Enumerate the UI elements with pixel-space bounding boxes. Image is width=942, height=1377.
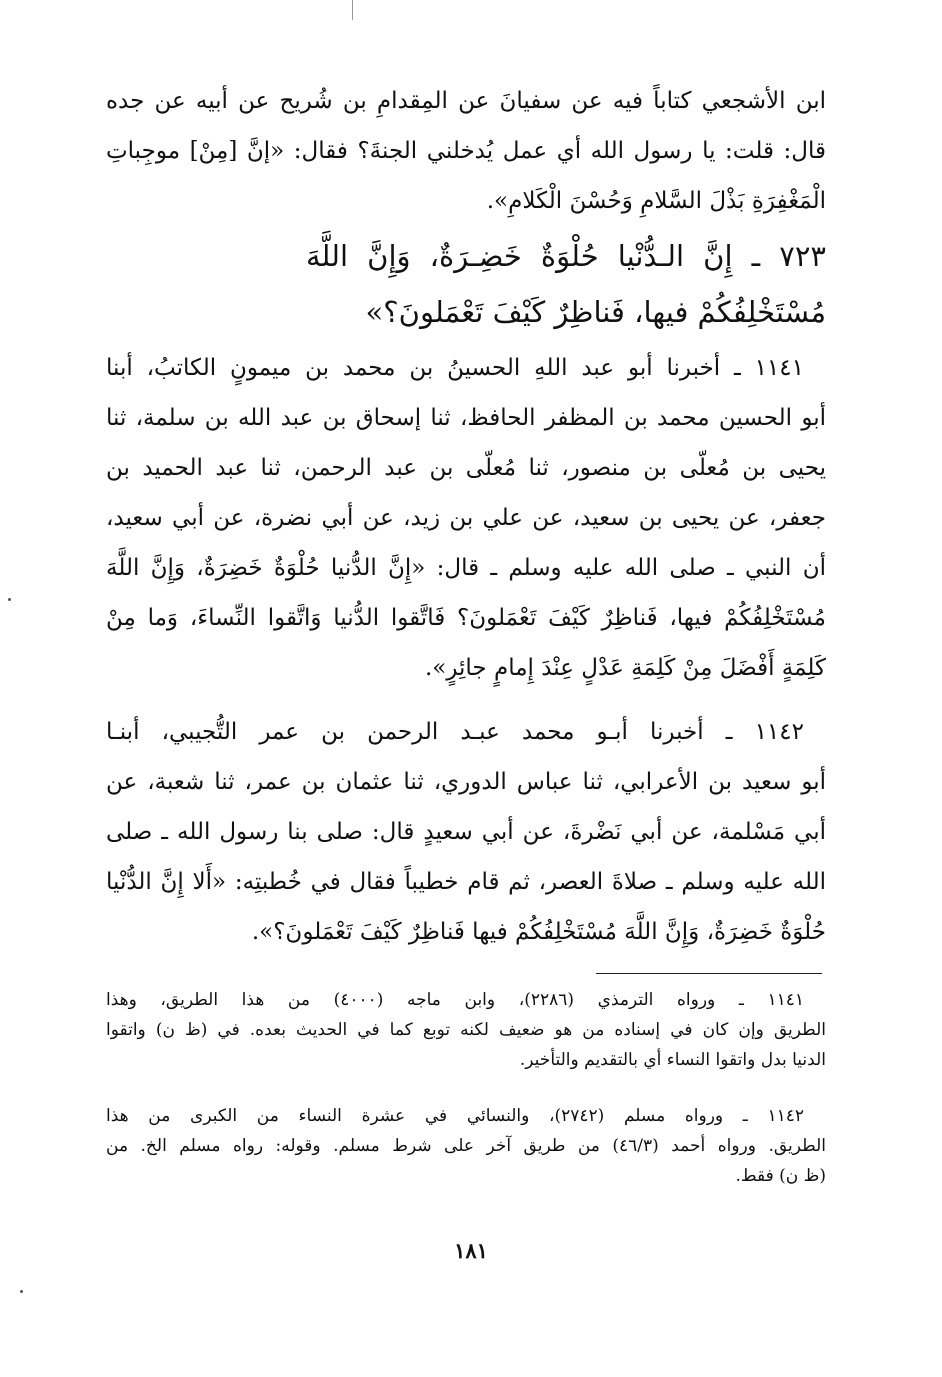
- hadith-1142: [106, 707, 826, 957]
- footnote-line: ١١٤٢ ـ ورواه مسلم (٢٧٤٢)، والنسائي في عشرة النساء من الكبرى من هذا: [106, 1106, 804, 1126]
- text-line: ابن الأشجعي كتاباً فيه عن سفيانَ عن المِقدامِ بن شُريح عن أبيه عن جده: [106, 88, 826, 114]
- text-line: مُسْتَخْلِفُكُمْ فيها، فَناظِرٌ كَيْفَ تَعْمَلونَ؟ فَاتَّقوا الدُّنيا وَاتَّقوا النِّساءَ، وَما مِنْ: [106, 605, 826, 631]
- text-line: قال: قلت: يا رسول الله أي عمل يُدخلني الجنةَ؟ فقال: «إنَّ [مِنْ] موجِباتِ: [106, 138, 826, 164]
- footnote-line: ١١٤١ ـ ورواه الترمذي (٢٢٨٦)، وابن ماجه (٤٠٠٠) من هذا الطريق، وهذا: [106, 990, 805, 1010]
- page-number: ١٨١: [454, 1238, 488, 1263]
- text-line: ١١٤١ ـ أخبرنا أبو عبد اللهِ الحسينُ بن محمد بن ميمونٍ الكاتبُ، أبنا: [106, 355, 804, 381]
- footnote-line: (ظ ن) فقط.: [735, 1166, 826, 1186]
- heading-line: ٧٢٣ ـ إِنَّ الـدُّنْيا حُلْوَةٌ خَضِـرَةٌ، وَإِنَّ اللَّهَ: [306, 239, 826, 273]
- footnote-line: الطريق وإن كان في إسناده من هو ضعيف لكنه توبع كما في الحديث بعده. في (ظ ن) واتقوا: [106, 1020, 826, 1040]
- text-line: يحيى بن مُعلّى بن منصور، ثنا مُعلّى بن عبد الرحمن، ثنا عبد الحميد بن: [106, 455, 826, 481]
- hadith-1141: [106, 343, 826, 693]
- footnote-separator: [596, 973, 822, 974]
- text-line: ١١٤٢ ـ أخبرنا أبـو محمد عبـد الرحمن بن عمر التُّجيبي، أبنـا: [106, 719, 804, 745]
- intro-paragraph: [106, 76, 826, 226]
- scan-mark: [352, 0, 353, 20]
- scan-speck: [8, 598, 11, 601]
- text-line: الْمَغْفِرَةِ بَذْلَ السَّلامِ وَحُسْنَ الْكَلامِ».: [486, 188, 826, 214]
- text-line: جعفر، عن يحيى بن سعيد، عن علي بن زيد، عن أبي نضرة، عن أبي سعيد،: [106, 505, 826, 531]
- footnote-line: الطريق. ورواه أحمد (٤٦/٣) من طريق آخر على شرط مسلم. وقوله: رواه مسلم الخ. من: [106, 1136, 826, 1156]
- text-line: أبو سعيد بن الأعرابي، ثنا عباس الدوري، ثنا عثمان بن عمر، ثنا شعبة، عن: [106, 769, 826, 795]
- footnote-line: الدنيا بدل واتقوا النساء أي بالتقديم والتأخير.: [519, 1050, 826, 1070]
- heading-line: مُسْتَخْلِفُكُمْ فيها، فَناظِرٌ كَيْفَ تَعْمَلونَ؟»: [365, 295, 826, 329]
- text-line: أبو الحسين محمد بن المظفر الحافظ، ثنا إسحاق بن عبد الله بن سلمة، ثنا: [106, 405, 826, 431]
- text-line: أبي مَسْلمة، عن أبي نَضْرةَ، عن أبي سعيدٍ قال: صلى بنا رسول الله ـ صلى: [106, 819, 826, 845]
- scan-speck: [20, 1290, 23, 1293]
- text-line: كَلِمَةٍ أَفْضَلَ مِنْ كَلِمَةِ عَدْلٍ عِنْدَ إِمامٍ جائِرٍ».: [424, 655, 826, 681]
- footnote-1141: [106, 985, 826, 1075]
- text-line: أن النبي ـ صلى الله عليه وسلم ـ قال: «إِنَّ الدُّنيا حُلْوَةٌ خَضِرَةٌ، وَإِنَّ اللَّهَ: [106, 555, 826, 581]
- chapter-heading: [306, 228, 826, 340]
- text-line: حُلْوَةٌ خَضِرَةٌ، وَإِنَّ اللَّهَ مُسْتَخْلِفُكُمْ فيها فَناظِرٌ كَيْفَ تَعْمَلونَ؟».: [251, 919, 826, 945]
- footnote-1142: [106, 1101, 826, 1191]
- text-line: الله عليه وسلم ـ صلاةَ العصر، ثم قام خطيباً فقال في خُطبتِه: «أَلا إِنَّ الدُّنْيا: [106, 869, 826, 895]
